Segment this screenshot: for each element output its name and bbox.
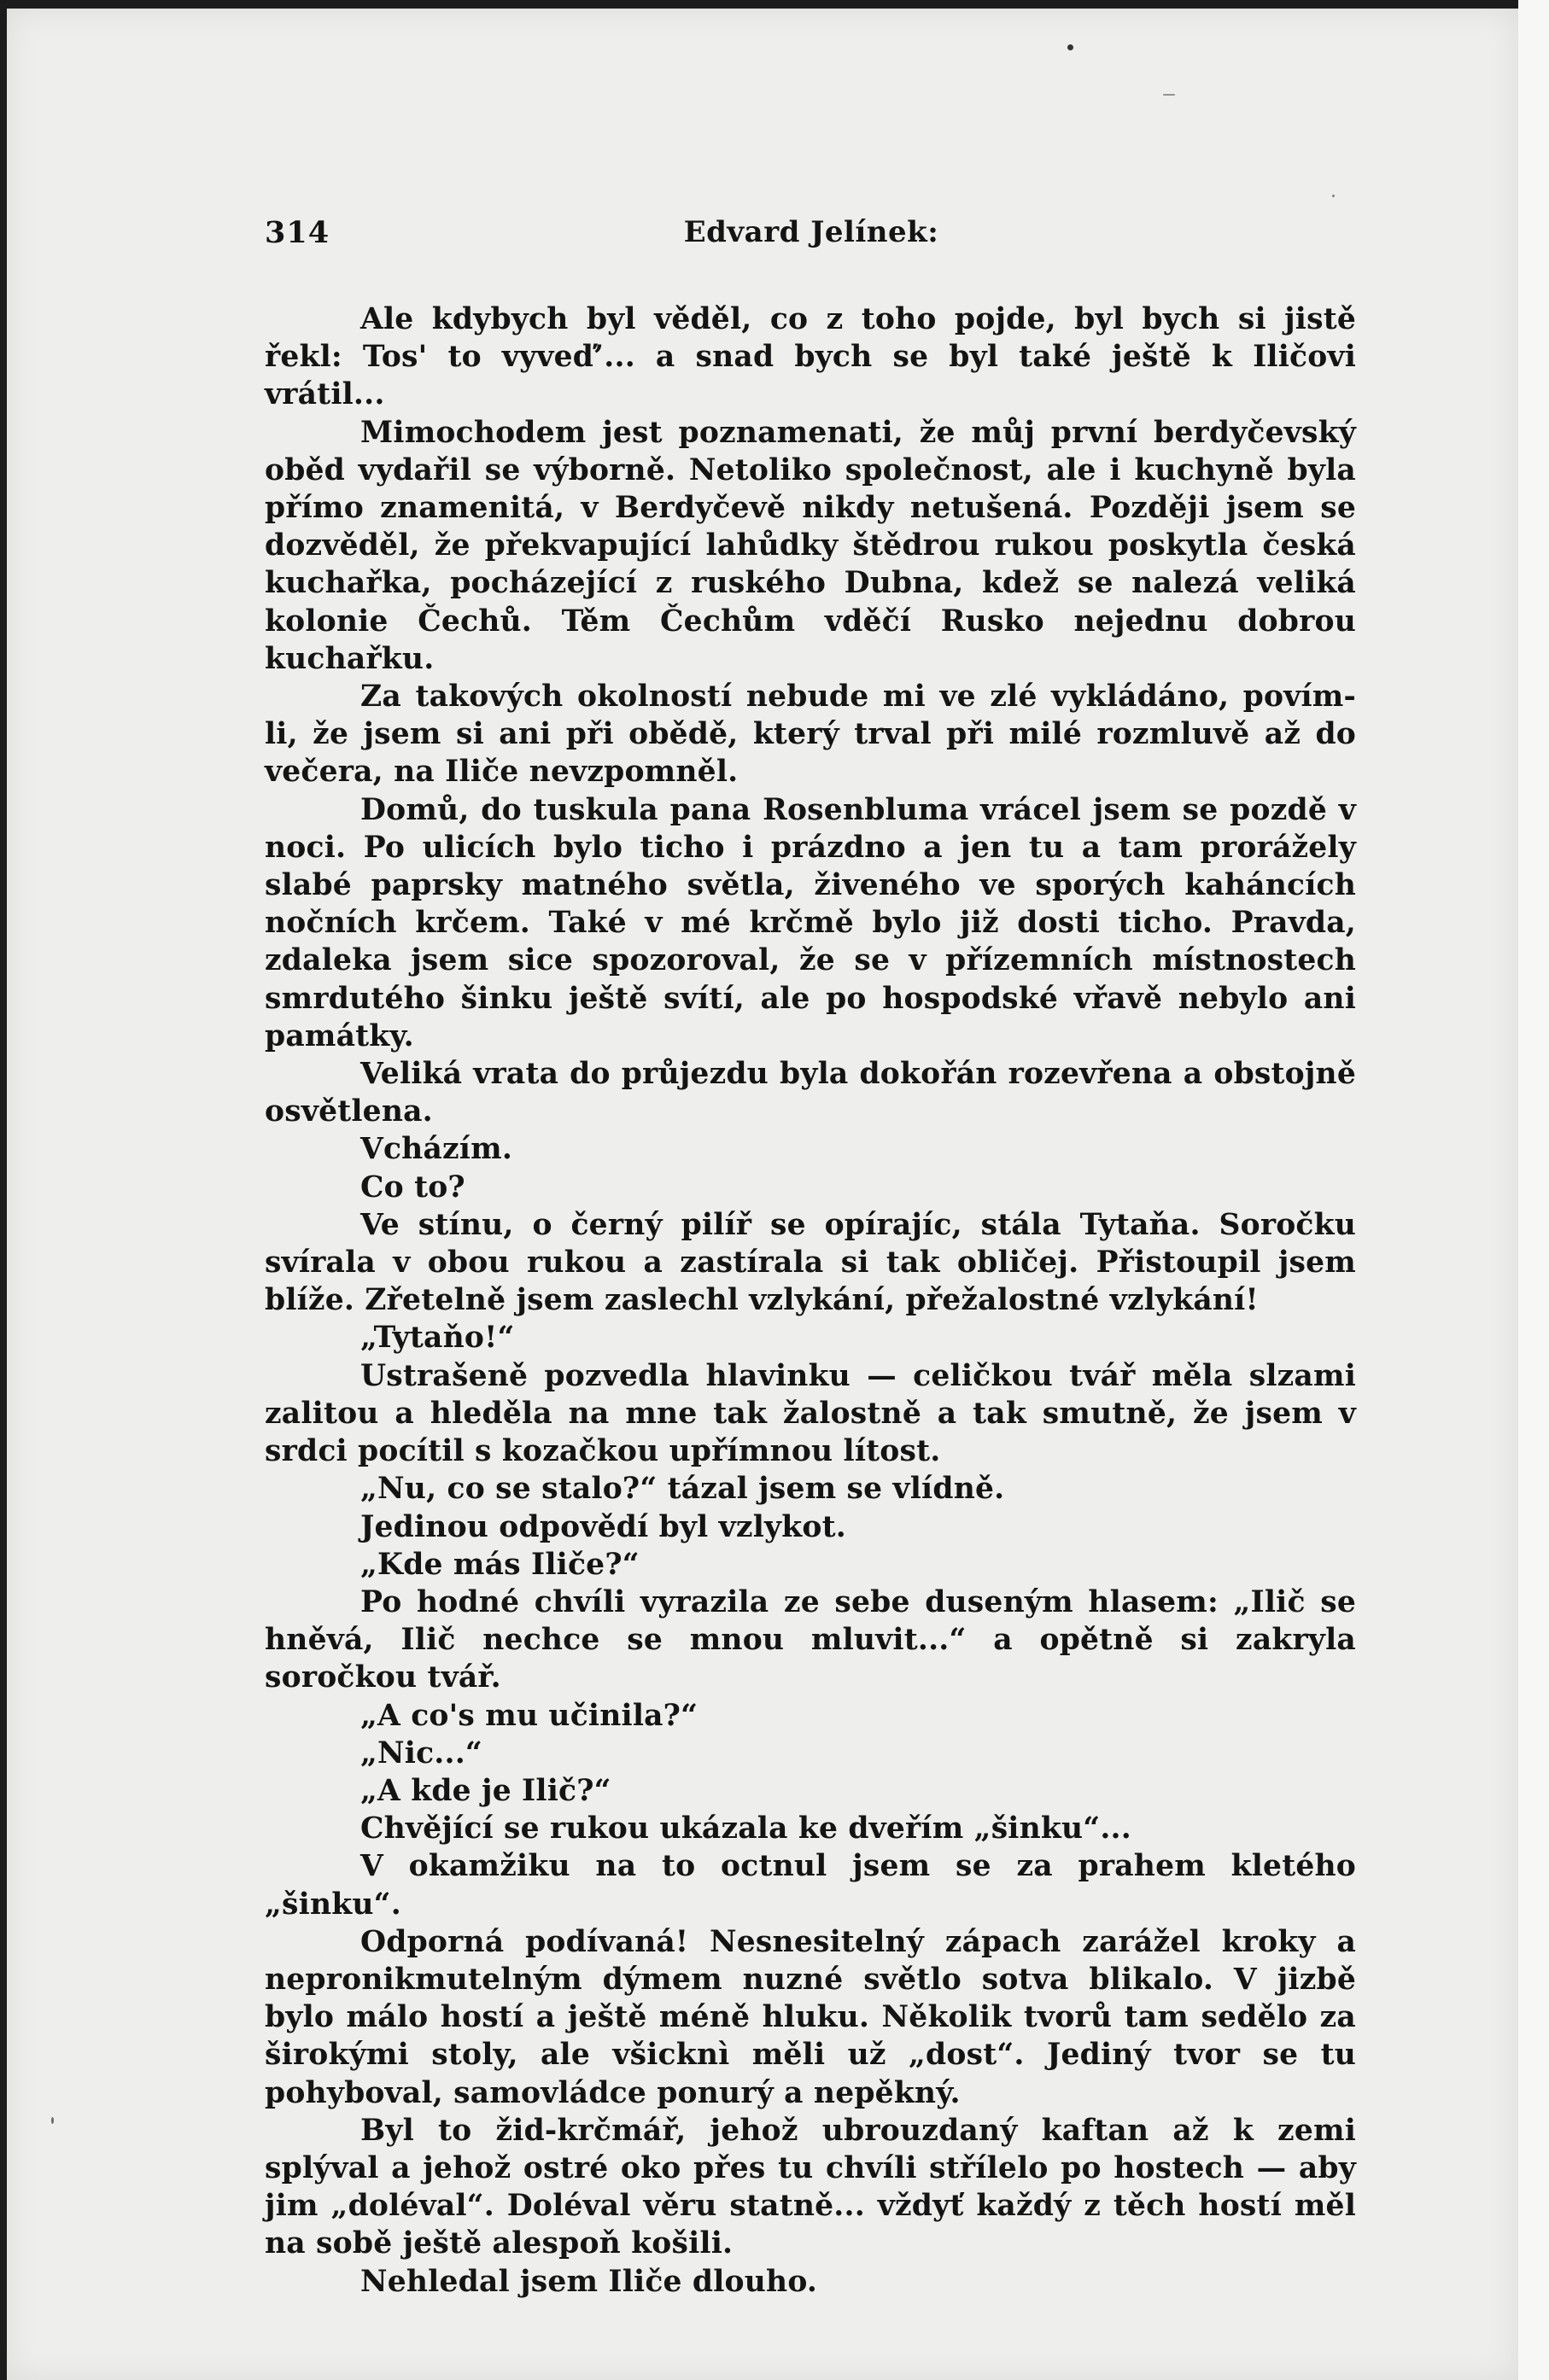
paragraph: Byl to žid-krčmář, jehož ubrouzdaný kaftan až k zemi splýval a jehož ostré oko přes tu chvíli střílelo po hostech — aby jim „doléval“. Doléval věru statně... vždyť každý z těch hostí měl na sobě ještě alespoň košili. — [265, 2113, 1356, 2261]
page-header — [265, 215, 1358, 266]
scan-speck — [51, 2117, 54, 2124]
paragraph: Vcházím. — [360, 1132, 513, 1167]
paragraph: Nehledal jsem Iliče dlouho. — [360, 2264, 818, 2299]
paragraph: „Tytaňo!“ — [360, 1321, 515, 1356]
paragraph: Odporná podívaná! Nesnesitelný zápach zarážel kroky a nepronikmutelným dýmem nuzné světlo sotva blikalo. V jizbě bylo málo hostí a ještě méně hluku. Několik tvorů tam sedělo za širokými stoly, ale všicknì měli už „dost“. Jediný tvor se tu pohyboval, samovládce ponurý a nepěkný. — [265, 1924, 1356, 2110]
paragraph: V okamžiku na to octnul jsem se za prahem kletého „šinku“. — [265, 1849, 1356, 1922]
paragraph: „A kde je Ilič?“ — [360, 1773, 611, 1808]
scan-speck — [1067, 44, 1073, 50]
paragraph: Ustrašeně pozvedla hlavinku — celičkou tvář měla slzami zalitou a hleděla na mne tak žalostně a tak smutně, že jsem v srdci pocítil s kozačkou upřímnou lítost. — [265, 1358, 1356, 1469]
paragraph: Za takových okolností nebude mi ve zlé vykládáno, povím-li, že jsem si ani při obědě, který trval při milé rozmluvě až do večera, na Iliče nevzpomněl. — [265, 680, 1356, 790]
paragraph: „Nu, co se stalo?“ tázal jsem se vlídně. — [360, 1472, 1005, 1507]
page-number: 314 — [265, 215, 330, 250]
paragraph: Co to? — [360, 1170, 465, 1205]
scan-speck — [1163, 94, 1175, 96]
paragraph: Jedinou odpovědí byl vzlykot. — [360, 1509, 846, 1544]
paragraph: Po hodné chvíli vyrazila ze sebe duseným hlasem: „Ilič se hněvá, Ilič nechce se mnou mluvit...“ a opětně si zakryla soročkou tvář. — [265, 1584, 1356, 1695]
paragraph: „Nic...“ — [360, 1735, 482, 1770]
paragraph: Domů, do tuskula pana Rosenbluma vrácel jsem se pozdě v noci. Po ulicích bylo ticho i prázdno a jen tu a tam prorážely slabé paprsky matného světla, živeného ve sporých kaháncích nočních krčem. Také v mé krčmě bylo již dosti ticho. Pravda, zdaleka jsem sice spozoroval, že se v přízemních místnostech smrdutého šinku ještě svítí, ale po hospodské vřavě nebylo ani památky. — [265, 792, 1356, 1053]
paragraph: „A co's mu učinila?“ — [360, 1698, 699, 1733]
scan-speck — [1332, 195, 1335, 197]
paragraph: Chvějící se rukou ukázala ke dveřím „šinku“... — [360, 1811, 1131, 1846]
paragraph: Ale kdybych byl věděl, co z toho pojde, byl bych si jistě řekl: Tos' to vyveď’... a snad bych se byl také ještě k Iličovi vrátil... — [265, 302, 1356, 412]
running-head: Edvard Jelínek: — [683, 215, 939, 249]
paragraph: Ve stínu, o černý pilíř se opírajíc, stála Tytaňa. Soročku svírala v obou rukou a zastírala si tak obličej. Přistoupil jsem blíže. Zřetelně jsem zaslechl vzlykání, přežalostné vzlykání! — [265, 1207, 1356, 1318]
paragraph: Veliká vrata do průjezdu byla dokořán rozevřena a obstojně osvětlena. — [265, 1057, 1356, 1129]
body-text — [265, 300, 1356, 2301]
paragraph: „Kde más Iliče?“ — [360, 1547, 640, 1582]
paragraph: Mimochodem jest poznamenati, že můj první berdyčevský oběd vydařil se výborně. Netoliko společnost, ale i kuchyně byla přímo znamenitá, v Berdyčevě nikdy netušená. Později jsem se dozvěděl, že překvapující lahůdky štědrou rukou poskytla česká kuchařka, pocházející z ruského Dubna, kdež se nalezá veliká kolonie Čechů. Těm Čechům vděčí Rusko nejednu dobrou kuchařku. — [265, 415, 1356, 676]
page-edge — [1518, 0, 1549, 2380]
